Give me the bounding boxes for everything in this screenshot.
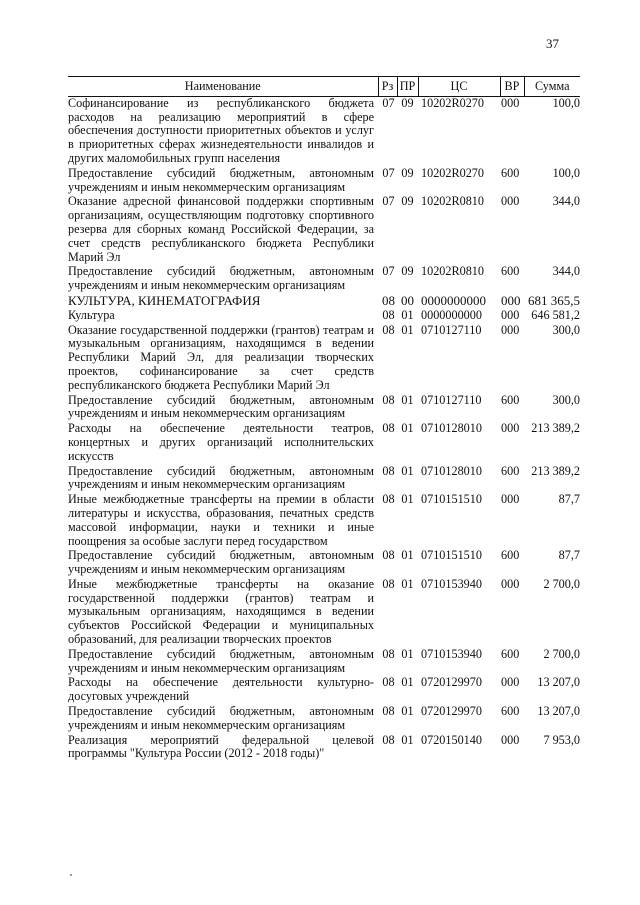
cell-rz: 07 [382, 194, 395, 209]
cell-cs: 0710127110 [421, 392, 482, 407]
header-rz: Рз [378, 77, 397, 97]
cell-vr: 600 [501, 646, 520, 661]
cell-sum: 213 389,2 [531, 421, 580, 436]
cell-name: Оказание государственной поддержки (грантов) театрам и музыкальным организациям, находящимся в ведении Республики Марий Эл, для реализации творческих проектов, софинансирование за счет средств республиканского бюджета Республики Марий Эл [68, 322, 374, 392]
cell-cs: 10202R0810 [421, 194, 484, 209]
header-name: Наименование [68, 77, 378, 97]
cell-vr: 000 [501, 292, 521, 308]
cell-vr: 000 [501, 421, 520, 436]
cell-pr: 01 [401, 675, 414, 690]
cell-vr: 600 [501, 392, 520, 407]
cell-cs: 0710151510 [421, 492, 482, 507]
cell-sum: 344,0 [552, 194, 580, 209]
cell-vr: 000 [501, 307, 520, 322]
cell-vr: 000 [501, 675, 520, 690]
cell-vr: 000 [501, 576, 520, 591]
cell-pr: 09 [401, 194, 414, 209]
header-pr: ПР [397, 77, 418, 97]
cell-cs: 0000000000 [421, 307, 482, 322]
cell-sum: 2 700,0 [543, 576, 580, 591]
cell-cs: 0710153940 [421, 646, 482, 661]
cell-sum: 87,7 [558, 548, 580, 563]
cell-pr: 01 [401, 492, 414, 507]
cell-pr: 01 [401, 646, 414, 661]
cell-name: Предоставление субсидий бюджетным, автономным учреждениям и иным некоммерческим организациям [68, 392, 374, 421]
cell-cs: 0710128010 [421, 421, 482, 436]
cell-pr: 01 [401, 307, 414, 322]
table-row [68, 647, 580, 676]
cell-pr: 01 [401, 576, 414, 591]
table-row [68, 421, 580, 463]
cell-rz: 08 [382, 492, 395, 507]
table-body [68, 96, 580, 761]
table-row [68, 548, 580, 577]
cell-name: Предоставление субсидий бюджетным, автономным учреждениям и иным некоммерческим организациям [68, 548, 374, 577]
cell-name: Предоставление субсидий бюджетным, автономным учреждениям и иным некоммерческим организациям [68, 704, 374, 732]
cell-vr: 000 [501, 194, 520, 209]
cell-sum: 7 953,0 [543, 732, 580, 747]
cell-pr: 01 [401, 463, 414, 478]
table-row [68, 733, 580, 762]
cell-sum: 87,7 [558, 492, 580, 507]
cell-name: Оказание адресной финансовой поддержки спортивным организациям, осуществляющим подготовку спортивного резерва для сборных команд Российской Федерации, за счет средств республиканского бюджета Республики Марий Эл [68, 194, 374, 264]
cell-sum: 344,0 [552, 264, 580, 279]
table-row [68, 264, 580, 293]
cell-cs: 10202R0270 [421, 165, 484, 180]
cell-cs: 10202R0270 [421, 95, 484, 110]
cell-name: Иные межбюджетные трансферты на оказание государственной поддержки (грантов) театрам и музыкальным организациям, находящимся в ведении субъектов Российской Федерации и муниципальных образований, для реализации творческих проектов [68, 576, 374, 647]
cell-name: Расходы на обеспечение деятельности театров, концертных и других организаций исполнительских искусств [68, 421, 374, 463]
cell-rz: 08 [382, 732, 395, 747]
table-row [68, 194, 580, 264]
cell-name: Реализация мероприятий федеральной целевой программы "Культура России (2012 - 2018 годы)" [68, 732, 374, 761]
cell-rz: 08 [382, 548, 395, 563]
cell-vr: 600 [501, 548, 520, 563]
cell-name: Предоставление субсидий бюджетным, автономным учреждениям и иным некоммерческим организациям [68, 463, 374, 492]
cell-sum: 13 207,0 [537, 675, 580, 690]
cell-sum: 681 365,5 [528, 292, 580, 308]
cell-rz: 07 [382, 95, 395, 110]
table-row [68, 577, 580, 647]
cell-pr: 01 [401, 392, 414, 407]
cell-sum: 300,0 [552, 322, 580, 337]
cell-sum: 213 389,2 [531, 463, 580, 478]
scan-speck [70, 874, 72, 876]
table-row [68, 675, 580, 704]
cell-rz: 08 [382, 421, 395, 436]
table-row [68, 293, 580, 308]
cell-cs: 0000000000 [421, 292, 486, 308]
cell-rz: 08 [382, 646, 395, 661]
table-row [68, 166, 580, 195]
cell-pr: 01 [401, 704, 414, 719]
cell-rz: 07 [382, 264, 395, 279]
cell-name: КУЛЬТУРА, КИНЕМАТОГРАФИЯ [68, 292, 261, 308]
cell-pr: 09 [401, 165, 414, 180]
table-row [68, 464, 580, 493]
cell-sum: 300,0 [552, 392, 580, 407]
table-header [68, 77, 580, 97]
cell-name: Расходы на обеспечение деятельности культурно-досуговых учреждений [68, 675, 374, 704]
header-sum: Сумма [524, 77, 580, 97]
cell-name: Софинансирование из республиканского бюджета расходов на реализацию мероприятий в сфере обеспечения доступности приоритетных объектов и услуг в приоритетных сферах жизнедеятельности инвалидов и других маломобильных групп населения [68, 95, 374, 165]
table-row [68, 492, 580, 548]
cell-vr: 000 [501, 492, 520, 507]
cell-cs: 10202R0810 [421, 264, 484, 279]
cell-rz: 08 [382, 675, 395, 690]
cell-pr: 01 [401, 548, 414, 563]
page-number: 37 [546, 36, 559, 51]
cell-rz: 08 [382, 322, 395, 337]
header-vr: ВР [500, 77, 524, 97]
cell-sum: 646 581,2 [531, 307, 580, 322]
cell-vr: 600 [501, 463, 520, 478]
table-row [68, 704, 580, 733]
cell-vr: 000 [501, 95, 520, 110]
table-row [68, 393, 580, 422]
cell-pr: 01 [401, 732, 414, 747]
cell-name: Предоставление субсидий бюджетным, автономным учреждениям и иным некоммерческим организациям [68, 165, 374, 194]
cell-name: Иные межбюджетные трансферты на премии в области литературы и искусства, образования, печатных средств массовой информации, науки и техники и иные поощрения за особые заслуги перед государством [68, 492, 374, 548]
cell-vr: 600 [501, 264, 520, 279]
budget-table [68, 76, 580, 761]
cell-rz: 07 [382, 165, 395, 180]
cell-name: Предоставление субсидий бюджетным, автономным учреждениям и иным некоммерческим организациям [68, 646, 374, 675]
cell-rz: 08 [382, 704, 395, 719]
cell-sum: 13 207,0 [537, 704, 580, 719]
cell-rz: 08 [382, 392, 395, 407]
cell-name: Культура [68, 307, 115, 322]
cell-rz: 08 [382, 292, 395, 308]
header-cs: ЦС [418, 77, 500, 97]
cell-cs: 0710153940 [421, 576, 482, 591]
cell-name: Предоставление субсидий бюджетным, автономным учреждениям и иным некоммерческим организациям [68, 264, 374, 293]
cell-vr: 600 [501, 165, 520, 180]
cell-sum: 100,0 [552, 165, 580, 180]
table-row [68, 323, 580, 393]
table-row [68, 96, 580, 165]
cell-vr: 600 [501, 704, 520, 719]
cell-pr: 09 [401, 264, 414, 279]
cell-sum: 2 700,0 [543, 646, 580, 661]
cell-cs: 0710151510 [421, 548, 482, 563]
cell-pr: 01 [401, 322, 414, 337]
cell-rz: 08 [382, 576, 395, 591]
cell-pr: 01 [401, 421, 414, 436]
cell-pr: 00 [401, 292, 414, 308]
cell-cs: 0710128010 [421, 463, 482, 478]
cell-rz: 08 [382, 307, 395, 322]
cell-cs: 0710127110 [421, 322, 482, 337]
cell-vr: 000 [501, 322, 520, 337]
cell-cs: 0720129970 [421, 675, 482, 690]
cell-cs: 0720150140 [421, 732, 482, 747]
cell-sum: 100,0 [552, 95, 580, 110]
cell-cs: 0720129970 [421, 704, 482, 719]
cell-vr: 000 [501, 732, 520, 747]
cell-pr: 09 [401, 95, 414, 110]
cell-rz: 08 [382, 463, 395, 478]
table-row [68, 308, 580, 323]
